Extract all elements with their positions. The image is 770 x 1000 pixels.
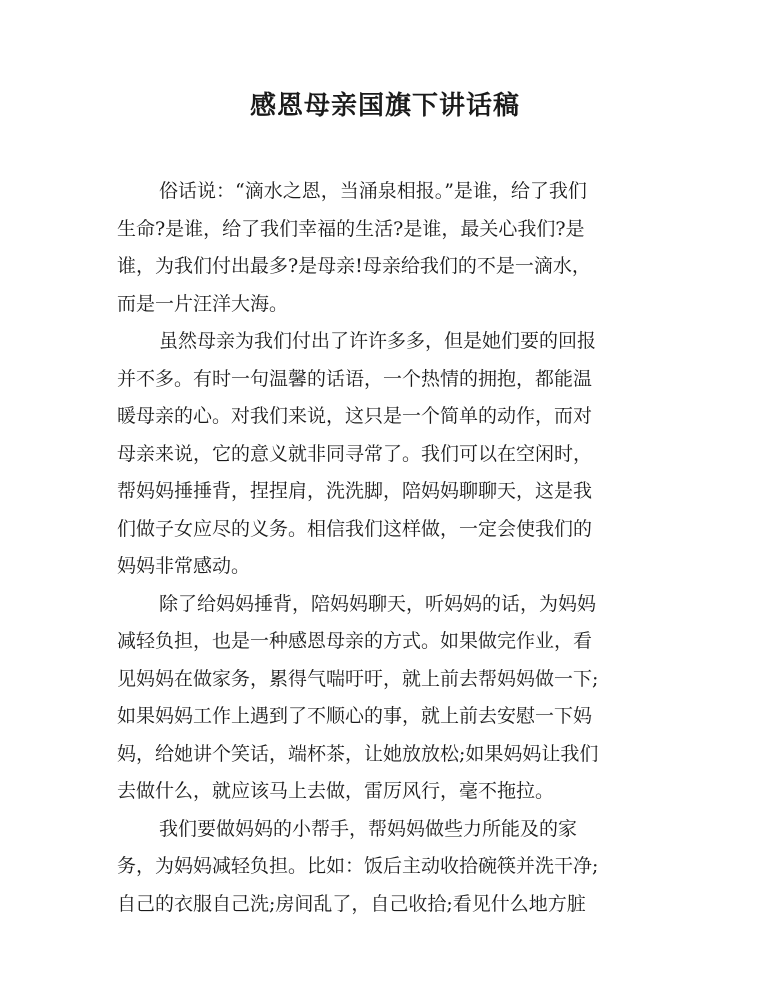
text-line: 而是一片汪洋大海。 [117, 292, 289, 315]
text-line: 除了给妈妈捶背，陪妈妈聊天，听妈妈的话，为妈妈 [159, 592, 597, 615]
text-line: 母亲来说，它的意义就非同寻常了。我们可以在空闲时， [117, 442, 593, 465]
text-line: 谁，为我们付出最多?是母亲!母亲给我们的不是一滴水， [117, 255, 591, 277]
text-line: 俗话说：“滴水之恩，当涌泉相报。”是谁，给了我们 [159, 180, 587, 202]
paragraph-3 [117, 586, 647, 811]
text-line: 妈妈非常感动。 [117, 555, 251, 577]
text-line: 并不多。有时一句温馨的话语，一个热情的拥抱，都能温 [117, 367, 593, 390]
text-line: 见妈妈在做家务，累得气喘吁吁，就上前去帮妈妈做一下; [117, 667, 599, 690]
text-line: 暖母亲的心。对我们来说，这只是一个简单的动作，而对 [117, 405, 593, 427]
text-line: 生命?是谁，给了我们幸福的生活?是谁，最关心我们?是 [117, 217, 585, 240]
document-title: 感恩母亲国旗下讲话稿 [249, 91, 520, 121]
text-line: 自己的衣服自己洗;房间乱了，自己收拾;看见什么地方脏 [117, 892, 586, 915]
paragraph-4 [117, 811, 647, 924]
text-line: 们做子女应尽的义务。相信我们这样做，一定会使我们的 [117, 517, 593, 540]
paragraph-1 [117, 173, 647, 323]
text-line: 妈，给她讲个笑话，端杯茶，让她放放松;如果妈妈让我们 [117, 742, 599, 765]
text-line: 如果妈妈工作上遇到了不顺心的事，就上前去安慰一下妈 [117, 705, 593, 727]
text-line: 务，为妈妈减轻负担。比如：饭后主动收拾碗筷并洗干净; [117, 855, 599, 877]
text-line: 去做什么，就应该马上去做，雷厉风行，毫不拖拉。 [117, 780, 555, 802]
text-line: 帮妈妈捶捶背，捏捏肩，洗洗脚，陪妈妈聊聊天，这是我 [117, 480, 593, 502]
text-line: 减轻负担，也是一种感恩母亲的方式。如果做完作业，看 [117, 630, 593, 652]
text-line: 我们要做妈妈的小帮手，帮妈妈做些力所能及的家 [159, 817, 578, 840]
text-line: 虽然母亲为我们付出了许许多多，但是她们要的回报 [159, 330, 597, 352]
document-body [117, 173, 647, 923]
paragraph-2 [117, 323, 647, 586]
